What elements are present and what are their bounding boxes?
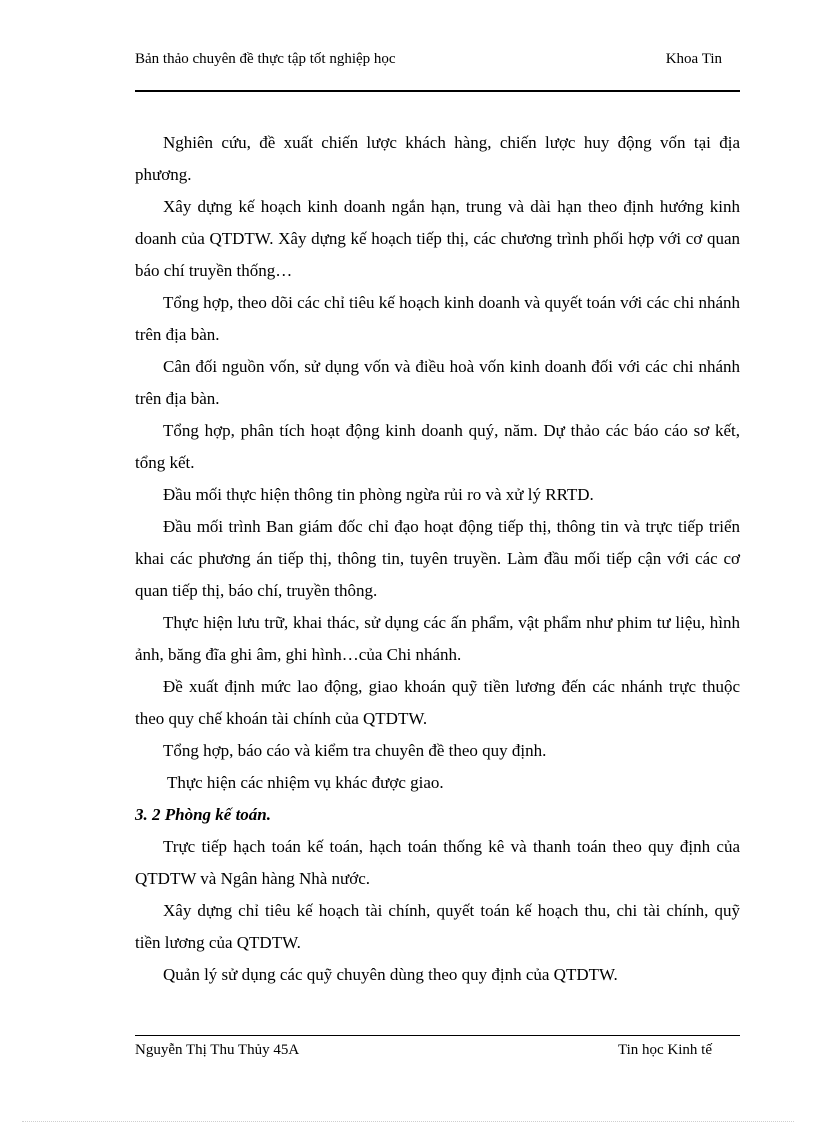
section-paragraph: Quản lý sử dụng các quỹ chuyên dùng theo quy định của QTDTW. [163, 965, 618, 984]
paragraph: Cân đối nguồn vốn, sử dụng vốn và điều hoà vốn kinh doanh đối với các chi nhánh trên địa bàn. [135, 357, 740, 408]
section-paragraph: Xây dựng chỉ tiêu kế hoạch tài chính, quyết toán kế hoạch thu, chi tài chính, quỹ tiền lương của QTDTW. [135, 901, 740, 952]
paragraph: Đầu mối trình Ban giám đốc chỉ đạo hoạt động tiếp thị, thông tin và trực tiếp triển khai các phương án tiếp thị, thông tin, tuyên truyền. Làm đầu mối tiếp cận với các cơ quan tiếp thị, báo chí, truyền thông. [135, 517, 740, 600]
section-heading: 3. 2 Phòng kế toán. [135, 805, 272, 824]
page-bottom-edge [22, 1121, 794, 1122]
paragraph: Thực hiện lưu trữ, khai thác, sử dụng các ấn phẩm, vật phẩm như phim tư liệu, hình ảnh, băng đĩa ghi âm, ghi hình…của Chi nhánh. [135, 613, 740, 664]
footer-program: Tin học Kinh tế [617, 1042, 712, 1058]
paragraph: Tổng hợp, báo cáo và kiểm tra chuyên đề theo quy định. [163, 741, 547, 760]
footer-author: Nguyễn Thị Thu Thủy 45A [135, 1042, 300, 1058]
page-header [135, 48, 740, 92]
header-title: Bản thảo chuyên đề thực tập tốt nghiệp học [135, 51, 396, 67]
paragraph: Thực hiện các nhiệm vụ khác được giao. [167, 773, 444, 792]
header-divider [135, 90, 740, 92]
paragraph: Đề xuất định mức lao động, giao khoán quỹ tiền lương đến các nhánh trực thuộc theo quy chế khoán tài chính của QTDTW. [135, 677, 740, 728]
paragraph: Tổng hợp, theo dõi các chỉ tiêu kế hoạch kinh doanh và quyết toán với các chi nhánh trên địa bàn. [135, 293, 740, 344]
paragraph: Tổng hợp, phân tích hoạt động kinh doanh quý, năm. Dự thảo các báo cáo sơ kết, tổng kết. [135, 421, 740, 472]
document-body [135, 127, 740, 991]
section-paragraph: Trực tiếp hạch toán kế toán, hạch toán thống kê và thanh toán theo quy định của QTDTW và Ngân hàng Nhà nước. [135, 837, 740, 888]
paragraph: Xây dựng kế hoạch kinh doanh ngắn hạn, trung và dài hạn theo định hướng kinh doanh của QTDTW. Xây dựng kế hoạch tiếp thị, các chương trình phối hợp với cơ quan báo chí truyền thống… [135, 197, 740, 280]
footer-divider [135, 1035, 740, 1036]
paragraph: Nghiên cứu, đề xuất chiến lược khách hàng, chiến lược huy động vốn tại địa phương. [135, 133, 740, 184]
header-department: Khoa Tin [665, 51, 722, 67]
paragraph: Đầu mối thực hiện thông tin phòng ngừa rủi ro và xử lý RRTD. [163, 485, 594, 504]
